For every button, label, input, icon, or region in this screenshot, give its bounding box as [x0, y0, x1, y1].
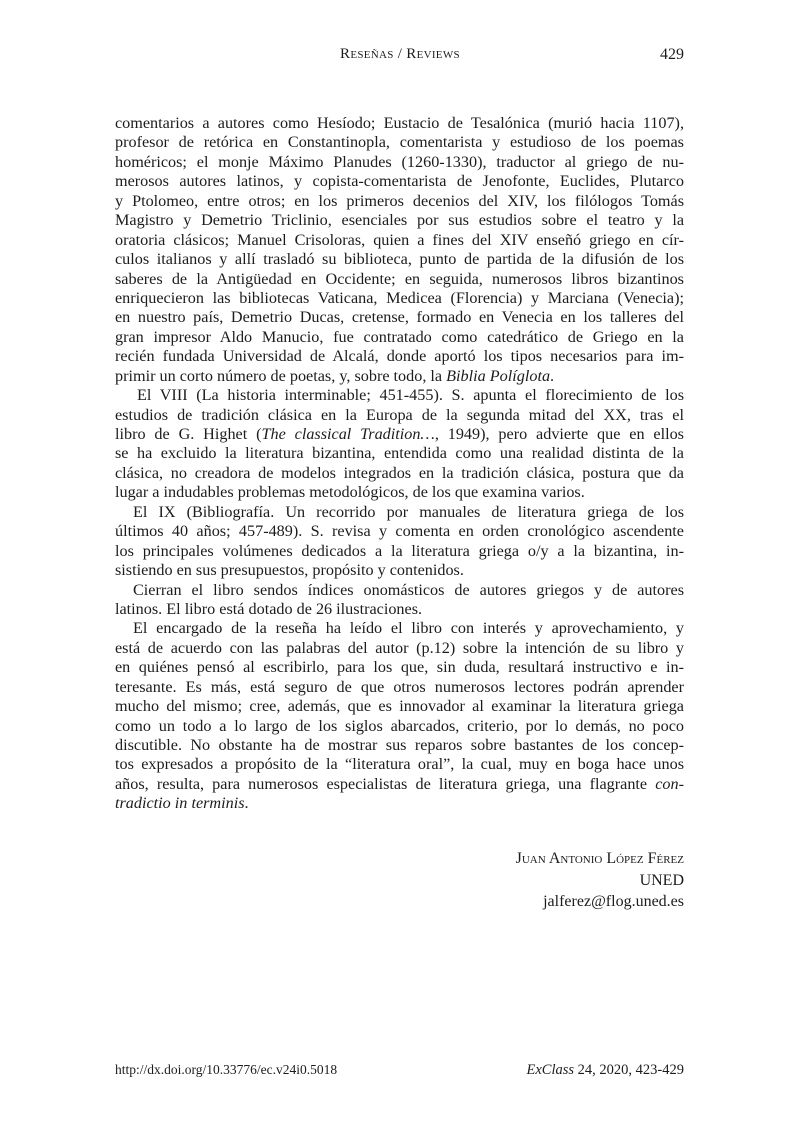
text-line — [115, 386, 684, 405]
text-segment: en nuestro país, Demetrio Ducas, cretense, formado en Venecia en los talleres del — [115, 308, 684, 327]
text-line — [115, 211, 684, 230]
text-segment: Cierran el libro sendos índices onomásticos de autores griegos y de autores — [133, 580, 684, 599]
text-segment: discutible. No obstante ha de mostrar sus reparos sobre bastantes de los concep- — [115, 736, 684, 754]
text-line — [115, 308, 684, 327]
text-line — [115, 289, 684, 308]
page-number: 429 — [660, 46, 684, 63]
text-segment: estudios de tradición clásica en la Europa de la segunda mitad del XX, tras el — [115, 405, 684, 424]
text-segment: años, resulta, para numerosos especialistas de literatura griega, una flagrante — [115, 774, 656, 793]
text-segment: latinos. El libro está dotado de 26 ilustraciones. — [115, 599, 423, 618]
text-line — [115, 639, 684, 658]
text-segment: y Ptolomeo, entre otros; en los primeros decenios del XIV, los filólogos Tomás — [115, 191, 684, 210]
text-line — [115, 114, 684, 133]
text-segment: está de acuerdo con las palabras del autor (p.12) sobre la intención de su libro y — [115, 638, 684, 657]
text-segment: El VIII (La historia interminable; 451-455). S. apunta el florecimiento de los — [137, 386, 684, 405]
text-line — [115, 522, 684, 541]
text-line — [115, 464, 684, 483]
text-segment: homéricos; el monje Máximo Planudes (1260-1330), traductor al griego de nu- — [115, 152, 684, 171]
author-name: Juan Antonio López Férez — [515, 850, 684, 867]
text-segment: recién fundada Universidad de Alcalá, donde aportó los tipos necesarios para im- — [115, 347, 684, 366]
text-line — [115, 503, 684, 522]
paragraph — [115, 386, 684, 503]
text-line — [115, 717, 684, 736]
text-segment: tos expresados a propósito de la “literatura oral”, la cual, muy en boga hace unos — [115, 755, 684, 774]
doi-link[interactable]: http://dx.doi.org/10.33776/ec.v24i0.5018 — [115, 1062, 338, 1077]
text-line — [115, 328, 684, 347]
text-line — [115, 658, 684, 677]
journal-name: ExClass — [526, 1062, 575, 1078]
italic-text: tradictio in terminis — [115, 794, 245, 813]
text-line — [115, 542, 684, 561]
text-segment: primir un corto número de poetas, y, sobre todo, la — [115, 366, 447, 385]
author-email[interactable]: jalferez@flog.uned.es — [543, 893, 684, 910]
text-line — [115, 250, 684, 269]
paragraph — [115, 619, 684, 813]
text-line — [115, 231, 684, 250]
text-segment: Magistro y Demetrio Triclinio, esenciales por sus estudios sobre el teatro y la — [115, 211, 684, 230]
text-line — [115, 153, 684, 172]
text-line — [115, 425, 684, 444]
body-text — [115, 114, 684, 814]
italic-text: con- — [655, 774, 684, 793]
signature-block — [516, 848, 684, 913]
text-line — [115, 736, 684, 755]
text-line — [115, 133, 684, 152]
text-line — [115, 600, 684, 619]
text-line — [115, 367, 684, 386]
text-segment: sistiendo en sus presupuestos, propósito y contenidos. — [115, 561, 464, 580]
text-segment: en quiénes pensó al escribirlo, para los que, sin duda, resultará instructivo e in- — [115, 658, 684, 677]
text-segment: mucho del mismo; cree, además, que es innovador al examinar la literatura griega — [115, 697, 684, 716]
text-segment: lugar a indudables problemas metodológicos, de los que examina varios. — [115, 483, 585, 502]
author-affiliation: UNED — [639, 871, 684, 889]
text-segment: . — [244, 794, 249, 813]
text-segment: culos italianos y allí trasladó su biblioteca, punto de partida de la difusión de los — [115, 250, 684, 269]
text-line — [115, 678, 684, 697]
text-segment: enriquecieron las bibliotecas Vaticana, Medicea (Florencia) y Marciana (Venecia); — [115, 288, 684, 307]
text-segment: comentarios a autores como Hesíodo; Eustacio de Tesalónica (murió hacia 1107), — [115, 114, 684, 132]
text-segment: oratoria clásicos; Manuel Crisoloras, quien a fines del XIV enseñó griego en cír- — [115, 230, 684, 249]
text-line — [115, 347, 684, 366]
text-line — [115, 775, 684, 794]
text-segment: profesor de retórica en Constantinopla, comentarista y estudioso de los poemas — [115, 133, 684, 152]
text-segment: . — [550, 366, 555, 385]
text-line — [115, 794, 684, 813]
text-segment: últimos 40 años; 457-489). S. revisa y comenta en orden cronológico ascendente — [115, 522, 684, 541]
text-segment: los principales volúmenes dedicados a la literatura griega o/y a la bizantina, in- — [115, 541, 684, 560]
italic-text: Biblia Políglota — [446, 366, 551, 385]
text-segment: como un todo a lo largo de los siglos abarcados, criterio, por lo demás, no poco — [115, 716, 684, 735]
journal-citation — [527, 1062, 685, 1079]
text-line — [115, 697, 684, 716]
text-segment: se ha excluido la literatura bizantina, entendida como una realidad distinta de la — [115, 444, 684, 463]
text-segment: saberes de la Antigüedad en Occidente; en seguida, numerosos libros bizantinos — [115, 269, 684, 288]
text-segment: teresante. Es más, está seguro de que otros numerosos lectores podrán aprender — [115, 677, 684, 696]
text-line — [115, 561, 684, 580]
text-line — [115, 406, 684, 425]
text-segment: clásica, no creadora de modelos integrados en la tradición clásica, postura que da — [115, 463, 684, 482]
text-line — [115, 270, 684, 289]
text-segment: El encargado de la reseña ha leído el libro con interés y aprovechamiento, y — [133, 619, 684, 638]
text-segment: merosos autores latinos, y copista-comentarista de Jenofonte, Euclides, Plutarco — [115, 172, 684, 191]
text-segment: libro de G. Highet ( — [115, 425, 262, 443]
text-line — [115, 483, 684, 502]
citation-details: 24, 2020, 423-429 — [574, 1062, 684, 1078]
text-line — [115, 172, 684, 191]
text-line — [115, 755, 684, 774]
text-segment: , 1949), pero advierte que en ellos — [434, 425, 684, 443]
text-line — [115, 192, 684, 211]
paragraph — [115, 503, 684, 581]
text-line — [115, 619, 684, 638]
italic-text: The classical Tradition… — [261, 425, 435, 443]
text-segment: gran impresor Aldo Manucio, fue contratado como catedrático de Griego en la — [115, 327, 684, 346]
paragraph — [115, 114, 684, 386]
text-segment: El IX (Bibliografía. Un recorrido por manuales de literatura griega de los — [133, 502, 684, 521]
text-line — [115, 444, 684, 463]
running-title: Reseñas / Reviews — [340, 46, 460, 62]
paragraph — [115, 581, 684, 620]
text-line — [115, 581, 684, 600]
